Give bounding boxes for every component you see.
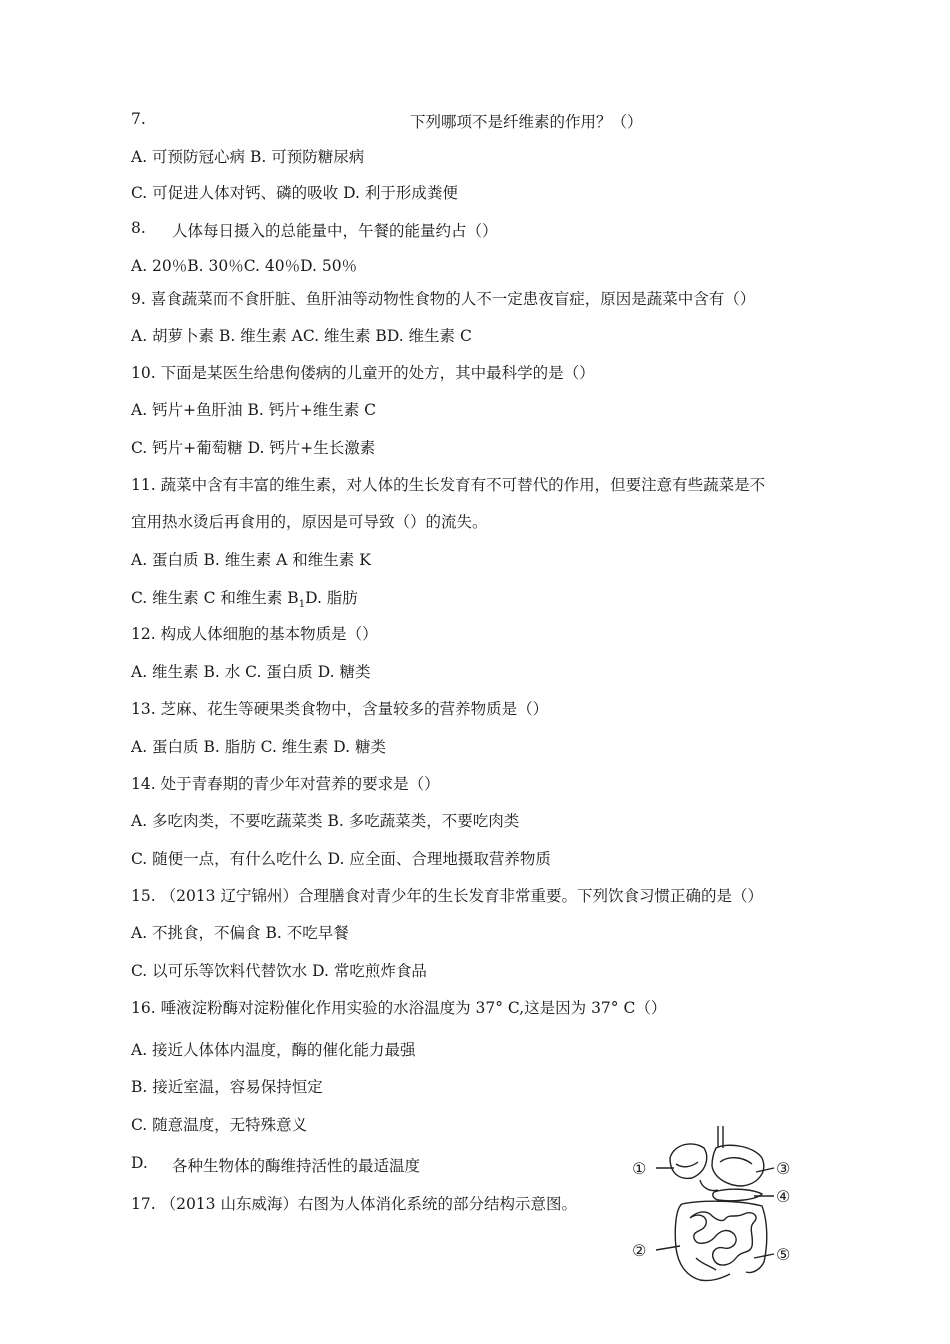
q11-subscript: 1 [298,599,306,611]
q16-text: 16. 唾液淀粉酶对淀粉催化作用实验的水浴温度为 37° C,这是因为 37° C（） [131,999,667,1017]
esophagus-shape [718,1126,723,1148]
q8-number: 8. [131,219,146,237]
q15-text: 15. （2013 辽宁锦州）合理膳食对青少年的生长发育非常重要。下列饮食习惯正确的是（） [131,887,763,905]
q14-options-1: A. 多吃肉类，不要吃蔬菜类 B. 多吃蔬菜类，不要吃肉类 [131,812,520,830]
q9-options: A. 胡萝卜素 B. 维生素 AC. 维生素 BD. 维生素 C [131,327,472,345]
q10-options-1: A. 钙片+鱼肝油 B. 钙片+维生素 C [131,401,376,419]
q16-option-d-text: 各种生物体的酶维持活性的最适温度 [172,1157,421,1175]
liver-shape [670,1144,707,1178]
q11-options-1: A. 蛋白质 B. 维生素 A 和维生素 K [131,551,371,569]
figure-label-2: ② [632,1241,647,1260]
q16-option-b: B. 接近室温，容易保持恒定 [131,1078,323,1096]
q12-text: 12. 构成人体细胞的基本物质是（） [131,625,378,643]
q11-text-line1: 11. 蔬菜中含有丰富的维生素，对人体的生长发育有不可替代的作用，但要注意有些蔬菜是不 [131,476,766,494]
digestive-system-figure [630,1118,800,1288]
q11-option-c: C. 维生素 C 和维生素 B [131,589,299,607]
q7-text: 下列哪项不是纤维素的作用？（） [410,113,643,131]
q11-options-2 [131,588,358,615]
q8-text: 人体每日摄入的总能量中，午餐的能量约占（） [172,222,498,240]
q14-text: 14. 处于青春期的青少年对营养的要求是（） [131,775,440,793]
q11-text-line2: 宜用热水烫后再食用的，原因是可导致（）的流失。 [131,513,488,531]
q7-options-1: A. 可预防冠心病 B. 可预防糖尿病 [131,148,365,166]
pancreas-shape [713,1189,762,1201]
figure-label-3: ③ [776,1159,791,1178]
q7-options-2: C. 可促进人体对钙、磷的吸收 D. 利于形成粪便 [131,184,458,202]
figure-label-1: ① [632,1159,647,1178]
q10-text: 10. 下面是某医生给患佝偻病的儿童开的处方，其中最科学的是（） [131,364,595,382]
q13-options: A. 蛋白质 B. 脂肪 C. 维生素 D. 糖类 [131,738,386,756]
q8-options: A. 20％B. 30％C. 40％D. 50％ [131,257,358,275]
figure-label-5: ⑤ [776,1245,791,1264]
q16-option-c: C. 随意温度，无特殊意义 [131,1116,308,1134]
q12-options: A. 维生素 B. 水 C. 蛋白质 D. 糖类 [131,663,371,681]
small-intestine-shape [690,1212,756,1265]
q10-options-2: C. 钙片+葡萄糖 D. 钙片+生长激素 [131,439,376,457]
q15-options-2: C. 以可乐等饮料代替饮水 D. 常吃煎炸食品 [131,962,427,980]
stomach-shape [712,1145,764,1186]
q11-option-d: D. 脂肪 [305,589,358,607]
q16-option-d-number: D. [131,1154,148,1172]
q13-text: 13. 芝麻、花生等硬果类食物中，含量较多的营养物质是（） [131,700,549,718]
q9-text: 9. 喜食蔬菜而不食肝脏、鱼肝油等动物性食物的人不一定患夜盲症，原因是蔬菜中含有（） [131,290,756,308]
q14-options-2: C. 随便一点，有什么吃什么 D. 应全面、合理地摄取营养物质 [131,850,551,868]
q15-options-1: A. 不挑食，不偏食 B. 不吃早餐 [131,924,349,942]
figure-label-4: ④ [776,1187,791,1206]
q7-number: 7. [131,110,146,128]
q17-text: 17. （2013 山东威海）右图为人体消化系统的部分结构示意图。 [131,1195,577,1213]
q16-option-a: A. 接近人体体内温度，酶的催化能力最强 [131,1041,416,1059]
